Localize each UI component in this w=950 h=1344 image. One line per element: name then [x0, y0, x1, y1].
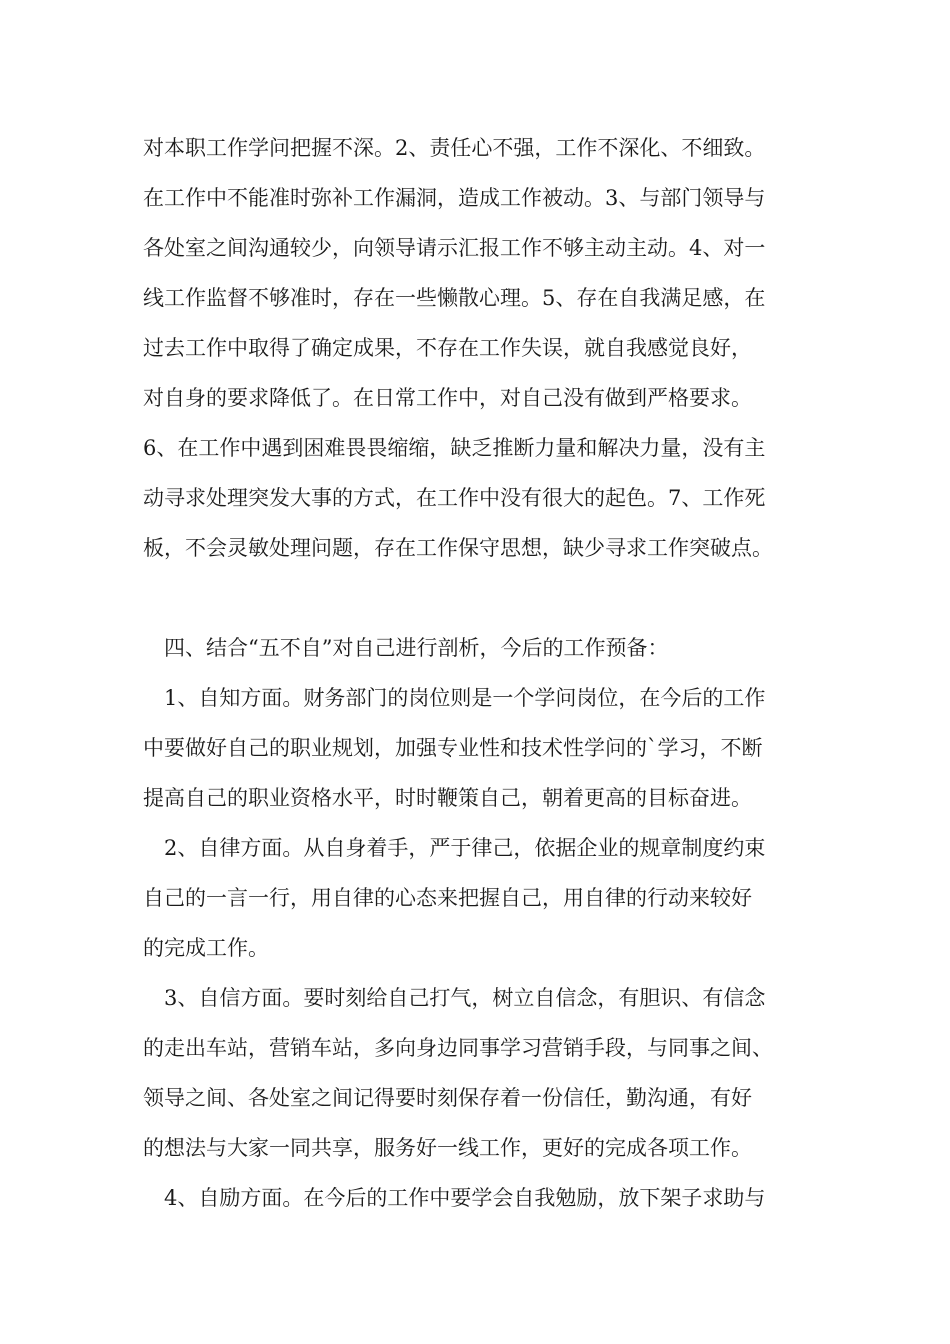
paragraph-line: 板，不会灵敏处理问题，存在工作保守思想，缺少寻求工作突破点。 — [143, 536, 773, 560]
item-3-line: 领导之间、各处室之间记得要时刻保存着一份信任，勤沟通，有好 — [143, 1086, 752, 1110]
paragraph-line: 各处室之间沟通较少，向领导请示汇报工作不够主动主动。4、对一 — [143, 236, 766, 260]
item-4-line: 4、自励方面。在今后的工作中要学会自我勉励，放下架子求助与 — [164, 1186, 766, 1210]
item-1-line: 中要做好自己的职业规划，加强专业性和技术性学问的`学习，不断 — [143, 736, 763, 760]
paragraph-line: 对本职工作学问把握不深。2、责任心不强，工作不深化、不细致。 — [143, 136, 766, 160]
paragraph-line: 对自身的要求降低了。在日常工作中，对自己没有做到严格要求。 — [143, 386, 752, 410]
section-heading: 四、结合“五不自”对自己进行剖析，今后的工作预备： — [164, 636, 669, 660]
paragraph-line: 在工作中不能准时弥补工作漏洞，造成工作被动。3、与部门领导与 — [143, 186, 766, 210]
item-1-line: 提高自己的职业资格水平，时时鞭策自己，朝着更高的目标奋进。 — [143, 786, 752, 810]
paragraph-line: 6、在工作中遇到困难畏畏缩缩，缺乏推断力量和解决力量，没有主 — [143, 436, 766, 460]
item-3-line: 3、自信方面。要时刻给自己打气，树立自信念，有胆识、有信念 — [164, 986, 766, 1010]
item-3-line: 的走出车站，营销车站，多向身边同事学习营销手段，与同事之间、 — [143, 1036, 773, 1060]
item-1-line: 1、自知方面。财务部门的岗位则是一个学问岗位，在今后的工作 — [164, 686, 766, 710]
item-3-line: 的想法与大家一同共享，服务好一线工作，更好的完成各项工作。 — [143, 1136, 752, 1160]
paragraph-line: 过去工作中取得了确定成果，不存在工作失误，就自我感觉良好， — [143, 336, 752, 360]
paragraph-line: 动寻求处理突发大事的方式，在工作中没有很大的起色。7、工作死 — [143, 486, 766, 510]
item-2-line: 的完成工作。 — [143, 936, 269, 960]
paragraph-line: 线工作监督不够准时，存在一些懒散心理。5、存在自我满足感，在 — [143, 286, 766, 310]
item-2-line: 自己的一言一行，用自律的心态来把握自己，用自律的行动来较好 — [143, 886, 752, 910]
item-2-line: 2、自律方面。从自身着手，严于律己，依据企业的规章制度约束 — [164, 836, 766, 860]
